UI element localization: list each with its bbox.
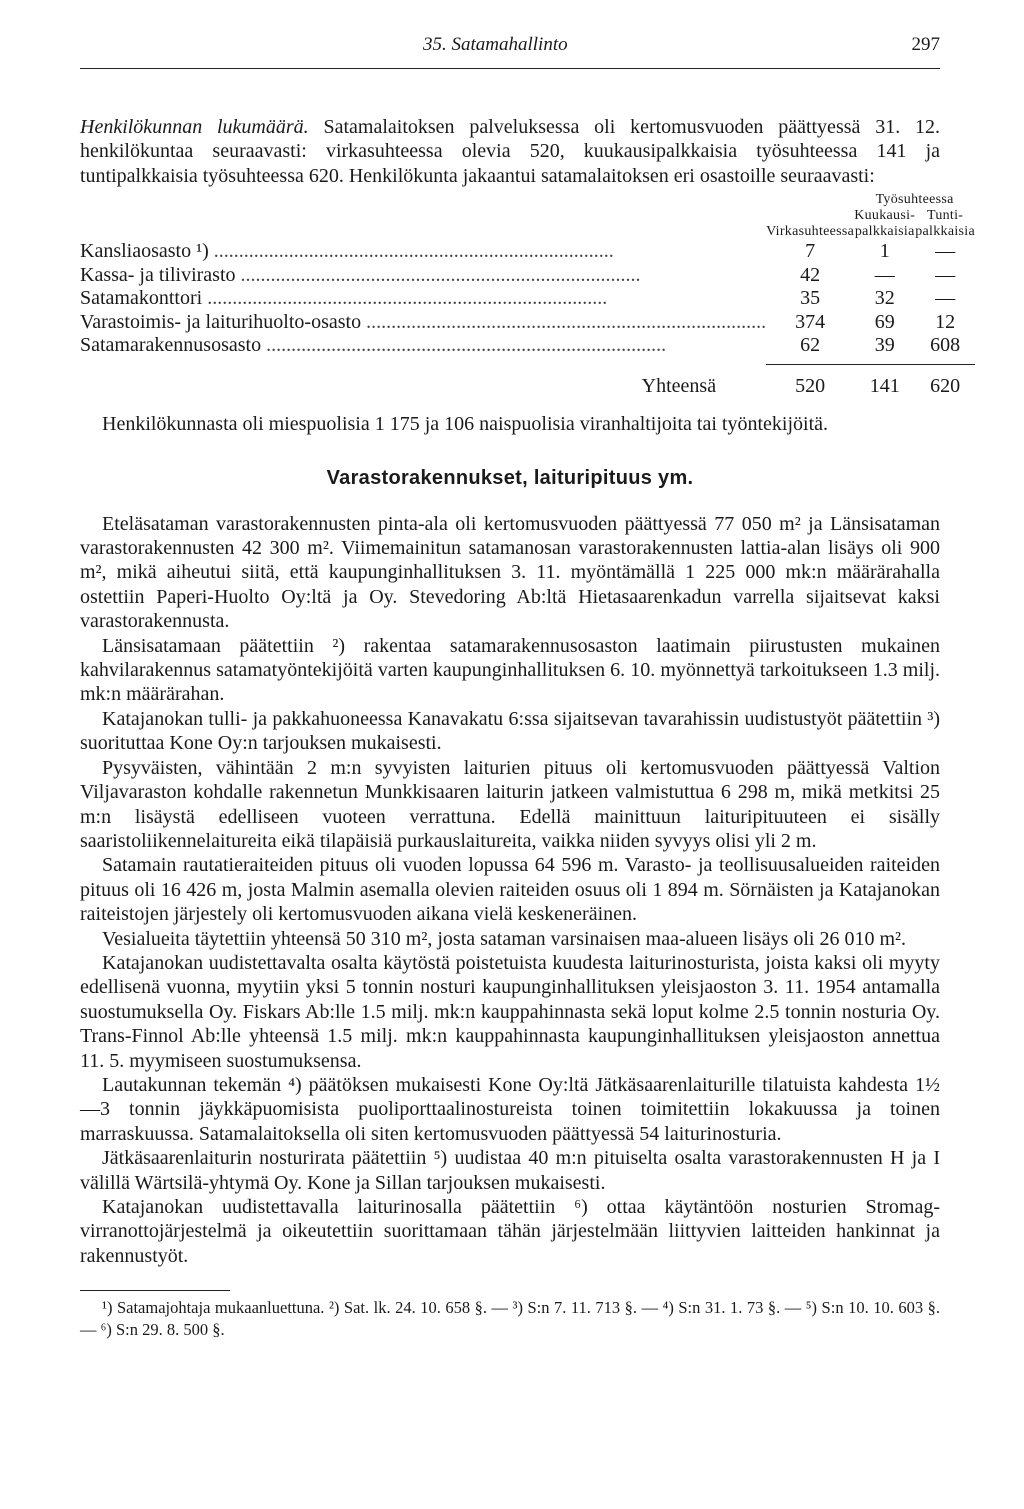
- cell-kuukausi: 32: [874, 287, 895, 310]
- leader-dots: ................................................................................: [261, 334, 667, 357]
- header-kuukausi-line1: Kuukausi-: [854, 208, 916, 224]
- cell-tunti: 608: [930, 334, 961, 357]
- header-virkasuhteessa: Virkasuhteessa: [766, 224, 855, 240]
- cell-virka: 62: [800, 334, 821, 357]
- leader-dots: ................................................................................: [208, 240, 614, 263]
- row-label: [80, 287, 766, 311]
- row-label-text: Satamakonttori: [80, 287, 203, 310]
- table-row: [80, 240, 975, 264]
- cell-tunti: —: [935, 240, 956, 263]
- header-kuukausi-line2: palkkaisia: [854, 224, 915, 240]
- row-label: [80, 311, 766, 335]
- table-total-row: [80, 364, 975, 398]
- body-paragraph: Lautakunnan tekemän ⁴) päätöksen mukaisesti Kone Oy:ltä Jätkäsaarenlaiturille tilatuista kahdesta 1½—3 tonnin jäykkäpuomisista puoliporttaalinostureista toinen toimitettiin lokakuussa ja toinen marraskuussa. Satamalaitoksella oli siten kertomusvuoden päättyessä 54 laiturinosturia.: [80, 1073, 940, 1145]
- cell-kuukausi: 1: [879, 240, 890, 263]
- table-header-row-group: [80, 192, 975, 208]
- table-header-row-1: [80, 208, 975, 224]
- cell-kuukausi: 39: [874, 334, 895, 357]
- row-label: [80, 334, 766, 358]
- body-paragraph: Eteläsataman varastorakennusten pinta-ala oli kertomusvuoden päättyessä 77 050 m² ja Länsisataman varastorakennusten 42 300 m². Viimemainitun satamanosan varastorakennusten lattia-alan lisäys oli 900 m², mikä aiheutui siitä, että kaupunginhallituksen 3. 11. myöntämällä 1 225 000 mk:n määrärahalla ostettiin Paperi-Huolto Oy:ltä ja Oy. Stevedoring Ab:ltä Hietasaarenkadun varrella sijaitsevat kaksi varastorakennusta.: [80, 512, 940, 633]
- cell-tunti: —: [935, 263, 956, 286]
- body-paragraph: Vesialueita täytettiin yhteensä 50 310 m², josta sataman varsinaisen maa-alueen lisäys oli 26 010 m².: [102, 927, 907, 950]
- running-header: [80, 28, 940, 58]
- running-title: 35. Satamahallinto: [423, 34, 568, 55]
- body-paragraph: Länsisatamaan päätettiin ²) rakentaa satamarakennusosaston laatimain piirustusten mukainen kahvilarakennus satamatyöntekijöitä varten kaupunginhallituksen 6. 10. myönnettyä tarkoitukseen 1.3 milj. mk:n määrärahan.: [80, 634, 940, 706]
- runin-title: Henkilökunnan lukumäärä.: [80, 116, 309, 138]
- cell-tunti: 12: [935, 310, 956, 333]
- staff-intro-text: Satamalaitoksen palveluksessa oli kertomusvuoden päättyessä 31. 12. henkilökuntaa seuraavasti: virkasuhteessa olevia 520, kuukausipalkkaisia työsuhteessa 141 ja tuntipalkkaisia työsuhteessa 620. Henkilökunta jakaantui satamalaitoksen eri osastoille seuraavasti:: [80, 116, 941, 187]
- section-body: [80, 512, 940, 1269]
- table-row: [80, 334, 975, 358]
- table-row: [80, 311, 975, 335]
- cell-kuukausi: 69: [874, 310, 895, 333]
- table-row: [80, 287, 975, 311]
- cell-virka: 374: [795, 310, 826, 333]
- row-label-text: Kassa- ja tilivirasto: [80, 263, 236, 286]
- cell-virka: 42: [800, 263, 821, 286]
- total-label: Yhteensä: [641, 374, 717, 397]
- total-virka: 520: [795, 374, 826, 397]
- table-body: [80, 240, 975, 358]
- staff-intro-paragraph: [80, 115, 940, 188]
- header-tunti-line1: Tunti-: [926, 208, 964, 224]
- body-paragraph: Pysyväisten, vähintään 2 m:n syvyisten laiturien pituus oli kertomusvuoden päättyessä Valtion Viljavaraston kohdalle rakennetun Munkkisaaren laiturin jatkeen valmistuttua 6 298 m, mikä metkitsi 25 m:n lisäystä edelliseen vuoteen verrattuna. Edellä mainittuun laituripituuteen ei sisälly saaristoliikennelaitureita eikä tilapäisiä purkauslaitureita, vaikka niiden syvyys olisi yli 2 m.: [80, 756, 940, 852]
- page-number: 297: [911, 34, 940, 55]
- body-paragraph: Satamain rautatieraiteiden pituus oli vuoden lopussa 64 596 m. Varasto- ja teollisuusalueiden raiteiden pituus oli 16 426 m, josta Malmin asemalla olevien raiteiden osuus oli 1 894 m. Sörnäisten ja Katajanokan raiteistojen järjestely oli kertomusvuoden aikana vielä keskeneräinen.: [80, 854, 940, 926]
- section-heading: Varastorakennukset, laituripituus ym.: [326, 466, 694, 489]
- header-tunti-line2: palkkaisia: [915, 224, 975, 240]
- footnote-rule: [80, 1290, 230, 1291]
- header-tyosuhteessa: Työsuhteessa: [875, 192, 954, 208]
- row-label: [80, 264, 766, 288]
- row-label-text: Kansliaosasto ¹): [80, 240, 209, 263]
- table-header-row-2: [80, 224, 975, 240]
- cell-tunti: —: [935, 287, 956, 310]
- cell-virka: 35: [800, 287, 821, 310]
- body-paragraph: Jätkäsaarenlaiturin nosturirata päätettiin ⁵) uudistaa 40 m:n pituiselta osalta varastorakennusten H ja I välillä Wärtsilä-yhtymä Oy. Kone ja Sillan tarjouksen mukaisesti.: [80, 1147, 940, 1194]
- document-page: [80, 28, 975, 1341]
- leader-dots: ................................................................................: [361, 310, 767, 333]
- body-paragraph: Katajanokan uudistettavalla laiturinosalla päätettiin ⁶) ottaa käytäntöön nosturien Stromag-virranottojärjestelmä ja oikeutettiin suorittamaan tähän järjestelmään liittyvien laitteiden hankinnat ja rakennustyöt.: [80, 1196, 940, 1267]
- cell-kuukausi: —: [874, 263, 895, 286]
- leader-dots: ................................................................................: [235, 263, 641, 286]
- body-paragraph: Katajanokan tulli- ja pakkahuoneessa Kanavakatu 6:ssa sijaitsevan tavarahissin uudistustyöt päätettiin ³) suorituttaa Kone Oy:n tarjouksen mukaisesti.: [80, 707, 940, 755]
- table-row: [80, 264, 975, 288]
- footnotes: ¹) Satamajohtaja mukaanluettuna. ²) Sat. lk. 24. 10. 658 §. — ³) S:n 7. 11. 713 §. — ⁴) S:n 31. 1. 73 §. — ⁵) S:n 10. 10. 603 §. — ⁶) S:n 29. 8. 500 §.: [80, 1298, 940, 1340]
- row-label: [80, 240, 766, 264]
- total-kuukausi: 141: [869, 374, 900, 397]
- row-label-text: Varastoimis- ja laiturihuolto-osasto: [80, 310, 362, 333]
- row-label-text: Satamarakennusosasto: [80, 334, 262, 357]
- cell-virka: 7: [805, 240, 816, 263]
- staff-table: [80, 192, 975, 398]
- leader-dots: ................................................................................: [202, 287, 608, 310]
- staff-gender-paragraph: Henkilökunnasta oli miespuolisia 1 175 ja 106 naispuolisia viranhaltijoita tai työntekijöitä.: [102, 413, 828, 436]
- header-rule: [80, 68, 940, 69]
- total-tunti: 620: [930, 374, 961, 397]
- body-paragraph: Katajanokan uudistettavalta osalta käytöstä poistetuista kuudesta laiturinosturista, joista kaksi oli myyty edellisenä vuonna, myytiin yksi 5 tonnin nosturi kaupunginhallituksen yleisjaoston 3. 11. 1954 antamalla suostumuksella Oy. Fiskars Ab:lle 1.5 milj. mk:n kauppahinnasta sekä loput kolme 2.5 tonnin nosturia Oy. Trans-Finnol Ab:lle yhteensä 1.5 milj. mk:n kauppahinnasta kaupunginhallituksen yleisjaoston annettua 11. 5. myymiseen suostumuksensa.: [80, 951, 940, 1072]
